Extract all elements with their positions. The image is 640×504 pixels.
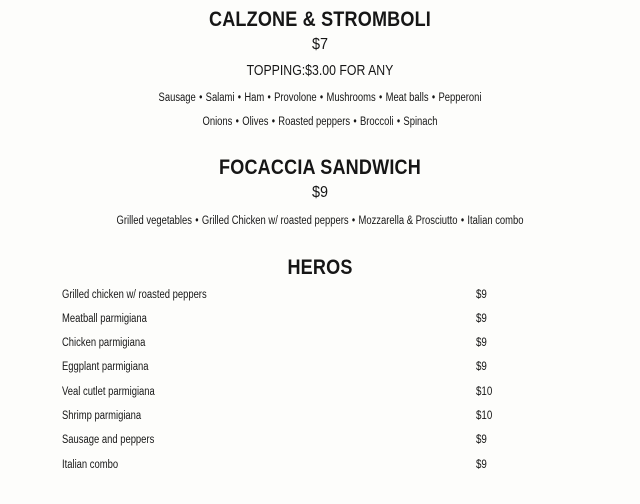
bullet-separator: •: [235, 116, 239, 128]
menu-item-label: Spinach: [403, 116, 438, 128]
calzone-toppings-line-2: [58, 116, 583, 128]
hero-name: Italian combo: [62, 459, 119, 471]
hero-name: Sausage and peppers: [62, 434, 155, 446]
hero-price: $10: [476, 410, 493, 422]
calzone-price: $7: [311, 36, 329, 53]
focaccia-items: [58, 215, 583, 227]
menu-item-label: Grilled vegetables: [116, 215, 192, 227]
hero-price: $9: [476, 337, 487, 349]
bullet-separator: •: [267, 92, 271, 104]
hero-row: [62, 289, 502, 307]
hero-row: [62, 361, 502, 379]
hero-price: $10: [476, 386, 493, 398]
hero-price: $9: [476, 459, 487, 471]
menu-item-label: Provolone: [274, 92, 317, 104]
hero-price: $9: [476, 434, 487, 446]
calzone-topping-price: TOPPING:$3.00 FOR ANY: [246, 62, 394, 79]
menu-item-label: Broccoli: [360, 116, 394, 128]
hero-name: Shrimp parmigiana: [62, 410, 142, 422]
hero-row: [62, 410, 502, 428]
menu-item-label: Roasted peppers: [278, 116, 351, 128]
bullet-separator: •: [431, 92, 436, 104]
menu-item-label: Ham: [244, 92, 265, 104]
bullet-separator: •: [460, 215, 465, 227]
calzone-toppings-line-1: [58, 92, 583, 104]
bullet-separator: •: [271, 116, 276, 128]
hero-row: [62, 434, 502, 452]
hero-name: Veal cutlet parmigiana: [62, 386, 155, 398]
hero-row: [62, 386, 502, 404]
hero-name: Chicken parmigiana: [62, 337, 146, 349]
calzone-title: CALZONE & STROMBOLI: [209, 8, 431, 31]
menu-item-label: Olives: [242, 116, 269, 128]
bullet-separator: •: [237, 92, 242, 104]
hero-name: Eggplant parmigiana: [62, 361, 149, 373]
bullet-separator: •: [353, 116, 357, 128]
menu-item-label: Salami: [205, 92, 235, 104]
hero-price: $9: [476, 313, 487, 325]
menu-item-label: Meat balls: [385, 92, 429, 104]
bullet-separator: •: [195, 215, 199, 227]
bullet-separator: •: [379, 92, 383, 104]
hero-name: Grilled chicken w/ roasted peppers: [62, 289, 207, 301]
hero-row: [62, 459, 502, 477]
bullet-separator: •: [199, 92, 203, 104]
hero-price: $9: [476, 361, 487, 373]
menu-item-label: Italian combo: [467, 215, 524, 227]
bullet-separator: •: [396, 116, 401, 128]
bullet-separator: •: [351, 215, 356, 227]
menu-item-label: Sausage: [158, 92, 196, 104]
menu-item-label: Onions: [202, 116, 233, 128]
bullet-separator: •: [319, 92, 324, 104]
menu-item-label: Pepperoni: [438, 92, 482, 104]
hero-name: Meatball parmigiana: [62, 313, 147, 325]
focaccia-price: $9: [311, 184, 329, 201]
menu-item-label: Mushrooms: [326, 92, 376, 104]
menu-item-label: Mozzarella & Prosciutto: [358, 215, 458, 227]
hero-price: $9: [476, 289, 487, 301]
menu-item-label: Grilled Chicken w/ roasted peppers: [201, 215, 349, 227]
heros-title: HEROS: [287, 256, 353, 279]
focaccia-title: FOCACCIA SANDWICH: [219, 156, 421, 179]
hero-row: [62, 337, 502, 355]
hero-row: [62, 313, 502, 331]
